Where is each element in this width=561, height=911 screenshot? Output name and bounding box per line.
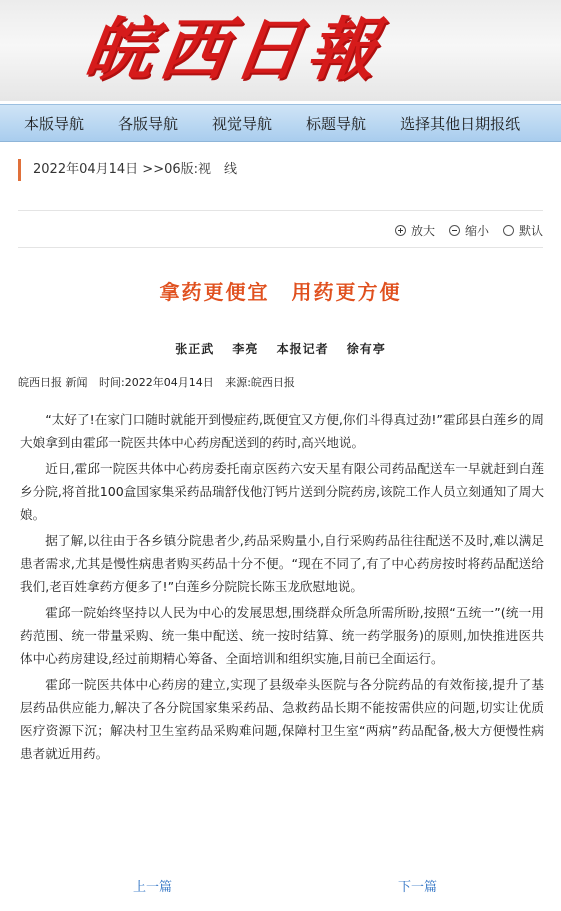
zoom-default-button[interactable] <box>503 222 543 239</box>
zoom-default-label: 默认 <box>518 223 543 238</box>
article-paragraph: 霍邱一院始终坚持以人民为中心的发展思想,围绕群众所急所需所盼,按照“五统一”(统一用药范围、统一带量采购、统一集中配送、统一按时结算、统一药学服务)的原则,加快推进医共体中心药房建设,经过前期精心筹备、全面培训和组织实施,目前已全面运行。 <box>20 605 544 666</box>
article-paragraph: 近日,霍邱一院医共体中心药房委托南京医药六安天星有限公司药品配送车一早就赶到白莲乡分院,将首批100盒国家集采药品瑞舒伐他汀钙片送到分院药房,该院工作人员立刻通知了周大娘。 <box>20 461 544 522</box>
meta-time: 时间:2022年04月14日 <box>99 376 214 389</box>
nav-item-other-date[interactable]: 选择其他日期报纸 <box>400 114 521 133</box>
newspaper-logo: 皖西日報 <box>80 10 388 90</box>
masthead <box>0 0 561 101</box>
prev-article-link[interactable]: 上一篇 <box>133 880 173 895</box>
nav-item-section-nav[interactable]: 各版导航 <box>118 114 179 133</box>
article-authors: 张正武 李亮 本报记者 徐有亭 <box>175 342 386 356</box>
plus-circle-icon <box>395 225 406 236</box>
breadcrumb <box>18 159 237 181</box>
nav-item-page-nav[interactable]: 本版导航 <box>24 114 85 133</box>
zoom-out-button[interactable] <box>449 222 489 239</box>
breadcrumb-section[interactable]: 06版:视 线 <box>164 162 238 177</box>
article-paragraph: 霍邱一院医共体中心药房的建立,实现了县级牵头医院与各分院药品的有效衔接,提升了基层药品供应能力,解决了各分院国家集采药品、急救药品长期不能按需供应的问题,切实让优质医疗资源下沉；解决村卫生室药品采购难问题,保障村卫生室“两病”药品配备,极大方便慢性病患者就近用药。 <box>20 677 544 761</box>
meta-paper: 皖西日报 新闻 <box>18 376 88 389</box>
main-nav <box>0 104 561 142</box>
nav-item-visual-nav[interactable]: 视觉导航 <box>212 114 273 133</box>
next-article-link[interactable]: 下一篇 <box>398 880 438 895</box>
breadcrumb-date[interactable]: 2022年04月14日 <box>33 162 139 177</box>
article-paragraph: 据了解,以往由于各乡镇分院患者少,药品采购量小,自行采购药品往往配送不及时,难以满足患者需求,尤其是慢性病患者购买药品十分不便。“现在不同了,有了中心药房按时将药品配送给我们,老百姓拿药方便多了!”白莲乡分院院长陈玉龙欣慰地说。 <box>20 533 544 594</box>
meta-origin: 来源:皖西日报 <box>225 376 295 389</box>
circle-icon <box>503 225 514 236</box>
divider <box>18 247 543 248</box>
article-meta <box>18 374 303 390</box>
breadcrumb-separator: >> <box>138 162 165 177</box>
zoom-out-label: 缩小 <box>464 223 489 238</box>
article-paragraph: “太好了!在家门口随时就能开到慢症药,既便宜又方便,你们斗得真过劲!”霍邱县白莲乡的周大娘拿到由霍邱一院医共体中心药房配送到的药时,高兴地说。 <box>20 412 544 450</box>
zoom-controls <box>381 221 543 239</box>
article-body <box>20 408 544 768</box>
minus-circle-icon <box>449 225 460 236</box>
zoom-in-label: 放大 <box>410 223 435 238</box>
nav-item-headline-nav[interactable]: 标题导航 <box>306 114 367 133</box>
article-title: 拿药更便宜 用药更方便 <box>159 280 402 304</box>
divider <box>18 210 543 211</box>
zoom-in-button[interactable] <box>395 222 435 239</box>
